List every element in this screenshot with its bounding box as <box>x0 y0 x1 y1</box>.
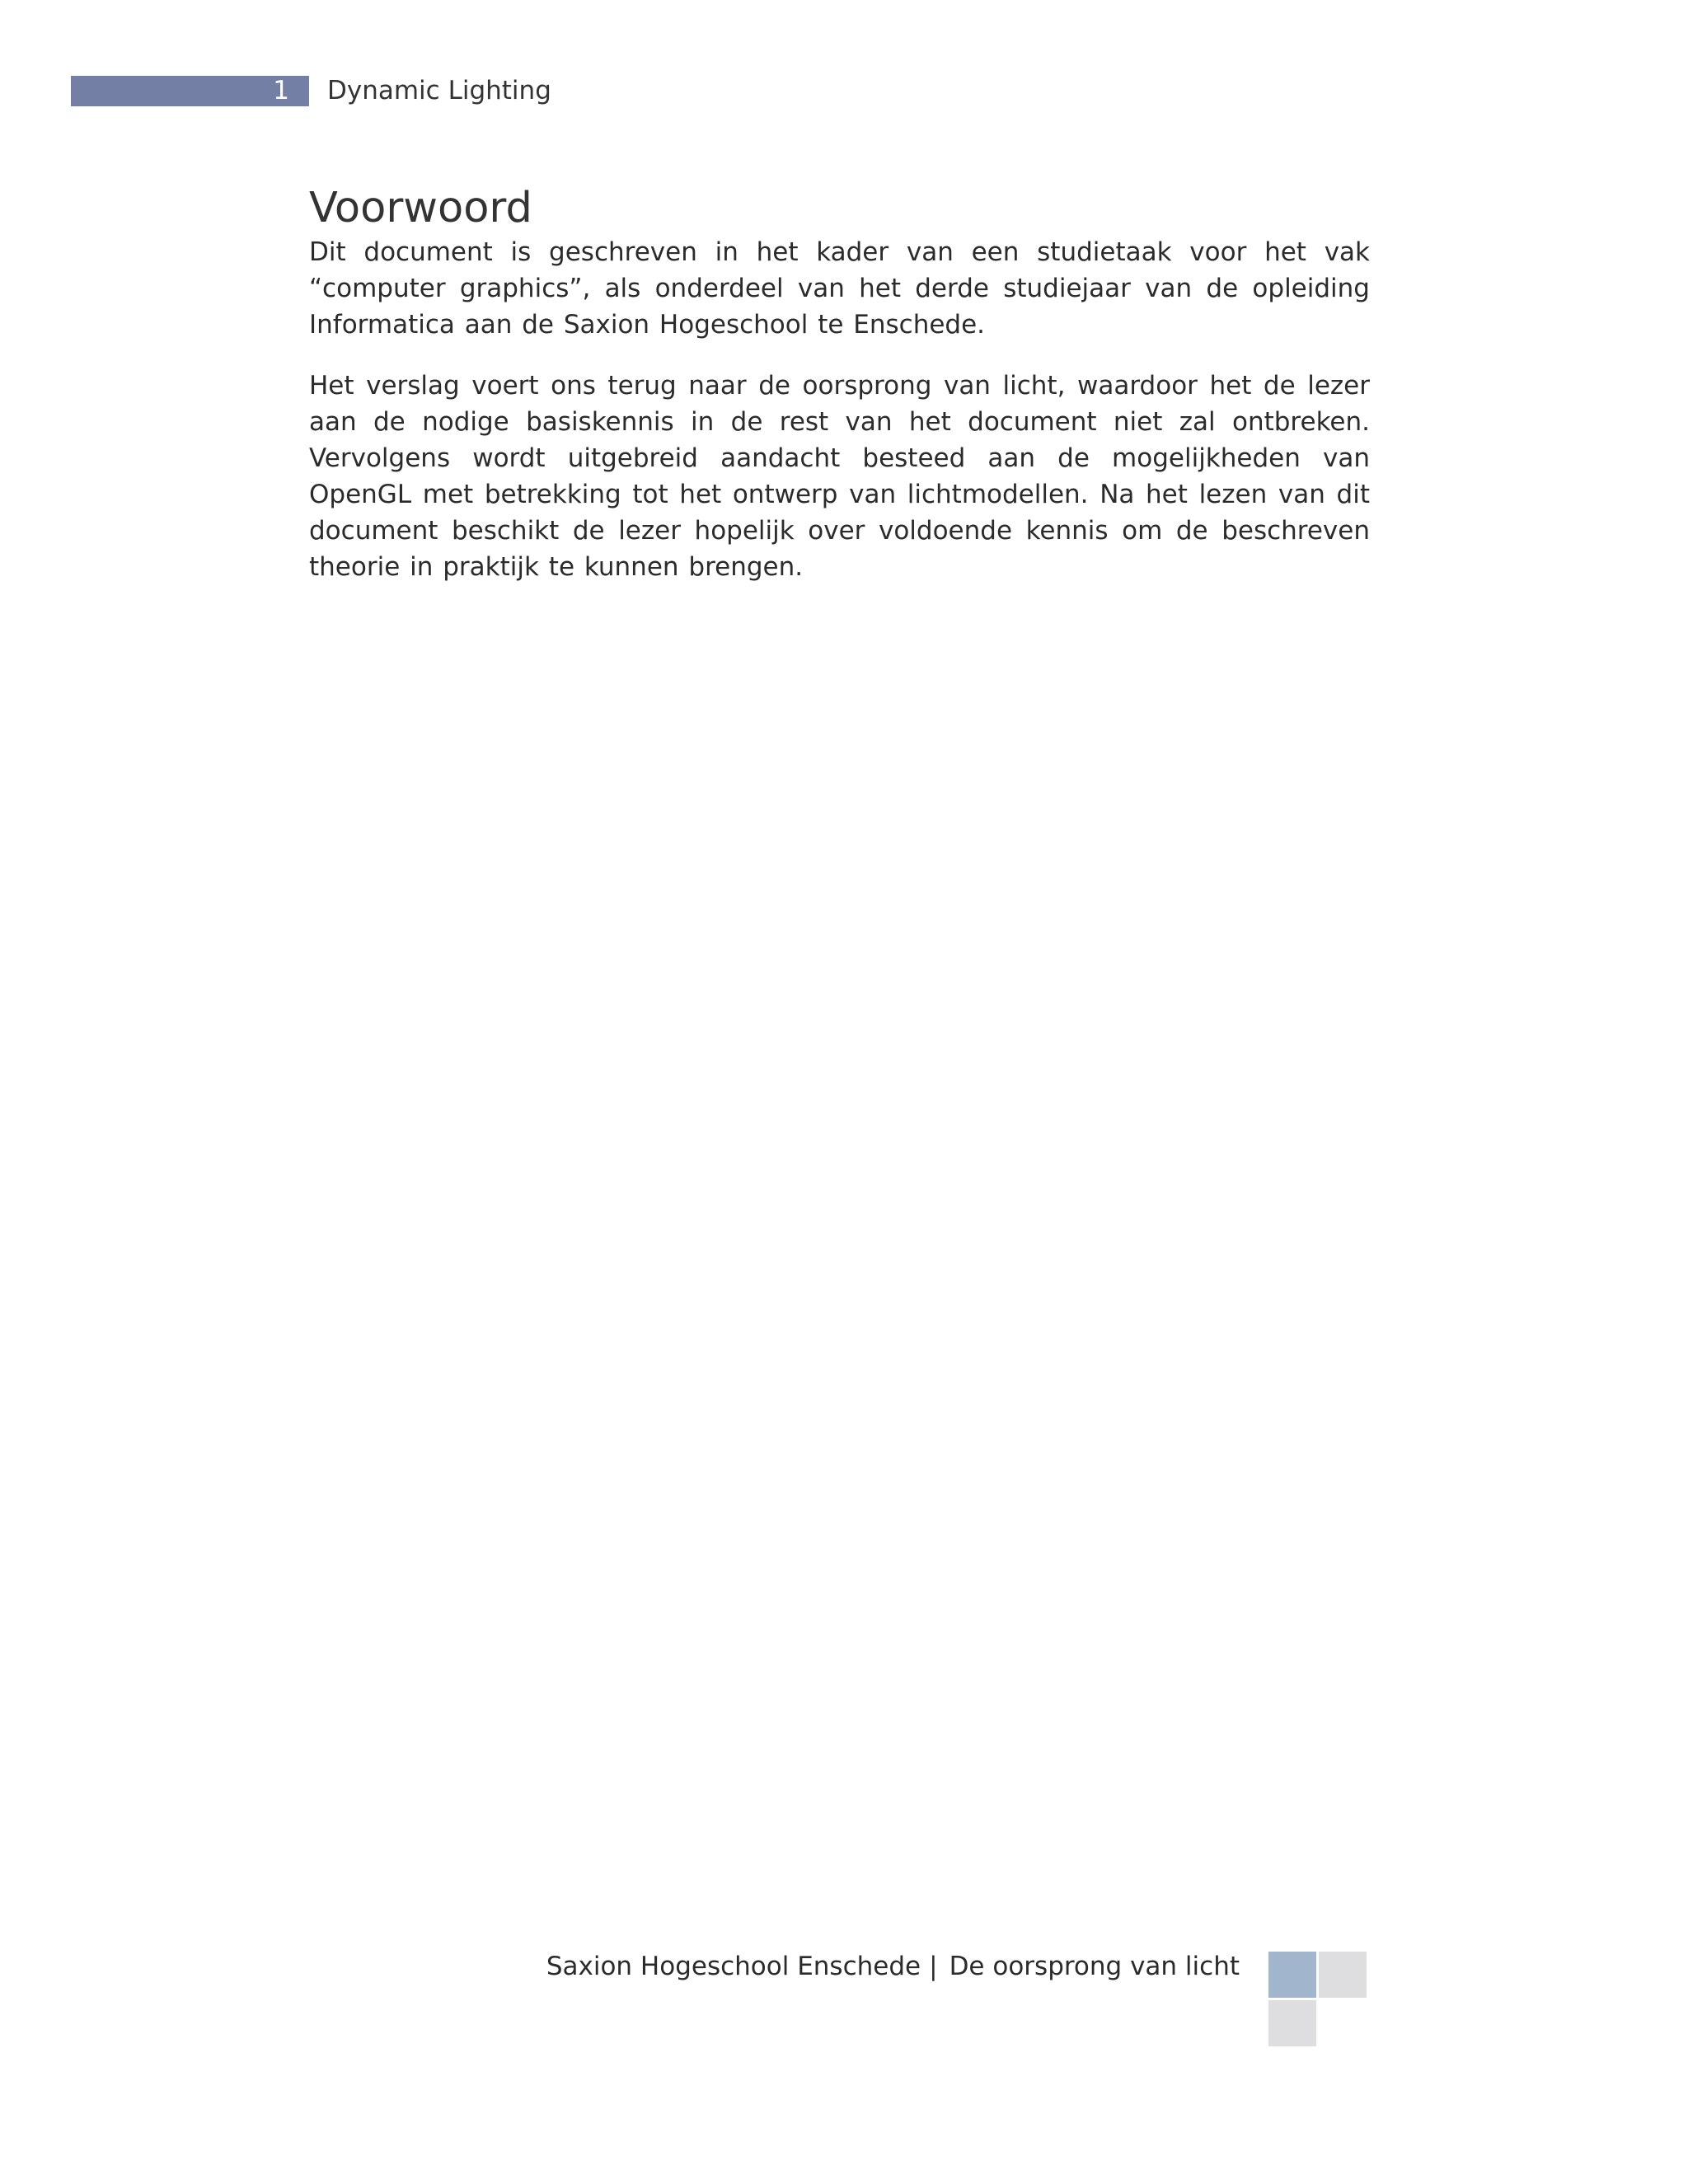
footer-chapter: De oorsprong van licht <box>949 1952 1240 1981</box>
footer-separator: | <box>929 1952 938 1981</box>
paragraph-intro: Dit document is geschreven in het kader van een studietaak voor het vak “computer graphics”, als onderdeel van het derde studiejaar van de opleiding Informatica aan de Saxion Hogeschool te Enschede. <box>309 237 1370 340</box>
page-number: 1 <box>273 76 289 105</box>
footer-tile-neutral <box>1268 2000 1316 2046</box>
paragraph-overview: Het verslag voert ons terug naar de oorsprong van licht, waardoor het de lezer aan de nodige basiskennis in de rest van het document niet zal ontbreken. Vervolgens wordt uitgebreid aandacht besteed aan de mogelijkheden van OpenGL met betrekking tot het ontwerp van lichtmodellen. Na het lezen van dit document beschikt de lezer hopelijk over voldoende kennis om de beschreven theorie in praktijk te kunnen brengen. <box>309 371 1370 582</box>
header-bar <box>71 76 309 106</box>
footer-tile-accent <box>1268 1952 1316 1998</box>
main-content <box>309 183 1370 585</box>
document-title: Dynamic Lighting <box>327 76 551 105</box>
footer-school: Saxion Hogeschool Enschede <box>546 1952 921 1981</box>
section-heading: Voorwoord <box>309 184 532 232</box>
footer <box>546 1948 1240 1985</box>
footer-tile-neutral <box>1319 1952 1367 1998</box>
